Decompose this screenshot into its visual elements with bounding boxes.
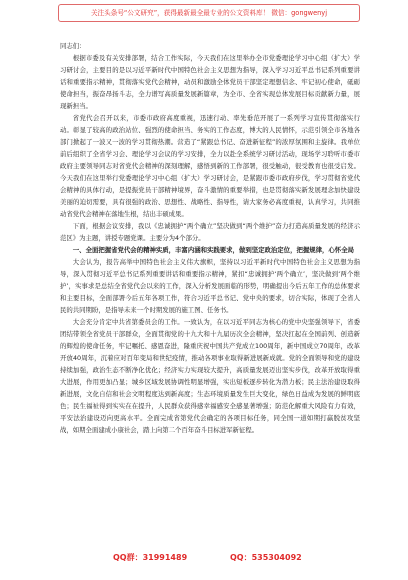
qq-number: QQ：535304092 — [230, 553, 302, 562]
paragraph-background: 省党代会召开以来，市委市政府高度重视，迅速行动、率先垂范开展了一系列学习宣传贯彻落实行动。彰显了较高的政治站位、强烈的使命担当、务实的工作态度，博大的人民情怀，示范引领全市各地各部门掀起了一波又一波的学习贯彻热潮。营造了“紧跟总书记、奋进新征程”的浓厚氛围和主旋律。我单位前后组织了全省学习会、理论学习会议的学习安排，全力以赴全系统学习研讨活动，现场学习聆听市委市政府主要领导同志对省党代会精神的深刻理解，感悟到新的工作部署，很受触动，很受教育也很受启发。今天我们在这里举行党委理论学习中心组（扩大）学习研讨会，是紧跟市委市政府步伐，学习贯彻省党代会精神的具体行动，是提振党员干部精神境界，奋斗激情的重要举措，也是贯彻落实新发展理念加快建设美丽的迫切需要，具有很强的政治、思想性、战略性、指导性，请大家务必高度重视，认真学习，共同推动省党代会精神在落地生根，结出丰硕成果。 — [60, 114, 360, 218]
salutation: 同志们： — [60, 42, 86, 50]
section-heading-1: 一、全面把握省党代会的精神实质，丰富内涵和实践要求，做到坚定政治定位，把握规律，心怀全局 — [72, 246, 354, 254]
header-banner: 关注头条号“公文研究”，获得最新最全最专业的公文资料库！ 微信：gongwenyj — [58, 4, 360, 22]
document-body — [60, 40, 360, 436]
footer-contact — [60, 552, 360, 566]
paragraph-report: 大会认为，报告高举中国特色社会主义伟大旗帜，坚持以习近平新时代中国特色社会主义思想为指导，深入贯彻习近平总书记系列重要讲话和重要指示精神，紧扣“忠诚拥护‘两个确立’，坚决做到‘两个维护’，实事求是总结全省党代会以来的工作，深入分析发展面临的形势，明确提出今后五年工作的总体要求和主要目标，全面部署今后五年各项工作，符合习近平总书记、党中央的要求，切合实际，体现了全省人民的共同期盼，是指导未来一个时期发展的施工图、任务书。 — [60, 258, 360, 314]
paragraph-intro: 根据市委及有关安排部署，结合工作实际，今天我们在这里举办全市党委理论学习中心组（扩大）学习研讨会，主要目的是以习近平新时代中国特色社会主义思想为指导，深入学习习近平总书记系列重要讲话和重要指示精神，贯彻落实党代会精神，动员和激励全体党员干部坚定理想信念、牢记初心使命，砥砺使命担当，振奋昂扬斗志，全力谱写高质量发展新篇章，为全市、全省实现总体发展目标贡献新力量，展现新担当。 — [60, 54, 360, 110]
paragraph-outline: 下面，根据会议安排，我以《忠诚拥护“两个确立”坚决做到“两个维护”奋力打造高质量发展的经济示范区》为主题，讲授专题党课。主要分为4个部分。 — [60, 222, 360, 242]
qq-group-number: QQ群：31991489 — [113, 553, 188, 562]
paragraph-achievements: 大会充分肯定中共省第委员会的工作。一致认为，在以习近平同志为核心的党中央坚强领导下，省委团结带领全省党员干部群众，全面贯彻党的十九大和十九届历次全会精神，坚决扛起在全国前列、创造新的辉煌的使命任务，牢记嘱托、感恩奋进，隆重庆祝中国共产党成立100周年，新中国成立70周年，改革开放40周年，沉着应对百年变局和世纪疫情，推动各项事业取得新进展新成就。党的全面领导和党的建设持续加强，政治生态不断净化优化；经济实力实现较大提升，高质量发展迈出坚实步伐，改革开放取得重大进展，作用更加凸显；城乡区域发展协调性明显增强，实出短板逐步转化为潜力板；民主法治建设取得新进展，文化自信和社会文明程度达到新高度；生态环境质量发生巨大变化，绿色日益成为发展的鲜明底色；民生福祉得到实实在在提升，人民群众获得感幸福感安全感显著增强；防范化解重大风险有力有效，平安法治建设迈向更高水平。全面完成省第党代会确定的各项目标任务，同全国一道如期打赢脱贫攻坚战，如期全面建成小康社会，踏上向第二个百年奋斗目标进军新征程。 — [60, 318, 360, 434]
